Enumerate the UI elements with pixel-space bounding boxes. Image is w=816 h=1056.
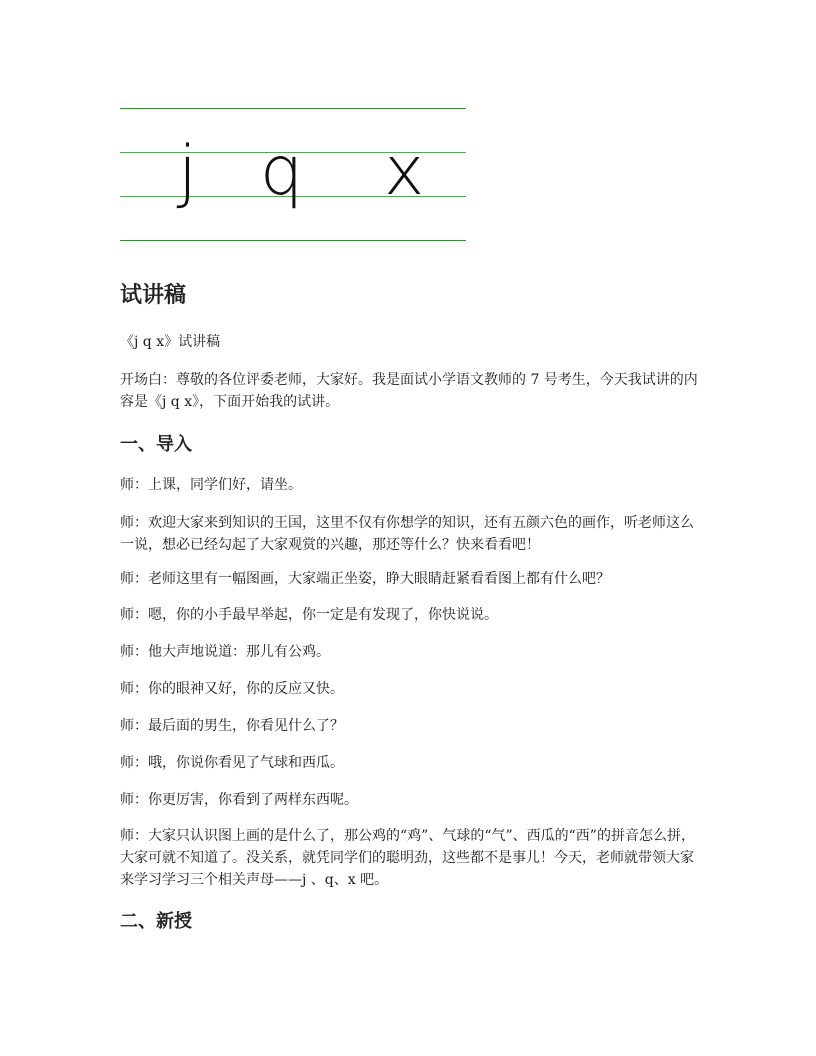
document-title: 试讲稿 (120, 283, 187, 308)
grid-line-top (120, 108, 466, 109)
dialogue-line: 师：最后面的男生，你看见什么了？ (120, 718, 344, 734)
dialogue-line: 师：你的眼神又好，你的反应又快。 (120, 681, 344, 697)
dialogue-line: 师：大家只认识图上画的是什么了，那公鸡的“鸡”、气球的“气”、西瓜的“西”的拼音怎么拼，大家可就不知道了。没关系，就凭同学们的聪明劲，这些都不是事儿！今天，老师就带领大家来学习学习三个相关声母——j 、q、x 吧。 (120, 828, 695, 888)
dialogue-line: 师：你更厉害，你看到了两样东西呢。 (120, 792, 358, 808)
pinyin-letter-x: x (384, 132, 425, 211)
dialogue-line: 师：上课，同学们好，请坐。 (120, 477, 302, 493)
dialogue-line: 师：嗯，你的小手最早举起，你一定是有发现了，你快说说。 (120, 607, 498, 623)
pinyin-four-line-grid (120, 100, 466, 246)
section-heading-intro: 一、导入 (120, 434, 192, 455)
grid-line-bottom (120, 240, 466, 241)
dialogue-line: 师：欢迎大家来到知识的王国，这里不仅有你想学的知识，还有五颜六色的画作，听老师这么一说，想必已经勾起了大家观赏的兴趣，那还等什么？快来看看吧！ (120, 515, 694, 553)
opening-paragraph: 开场白：尊敬的各位评委老师，大家好。我是面试小学语文教师的 7 号考生，今天我试讲的内容是《j q x》，下面开始我的试讲。 (120, 372, 698, 410)
section-heading-new-lesson: 二、新授 (120, 911, 192, 932)
document-subtitle: 《j q x》试讲稿 (120, 334, 221, 350)
dialogue-line: 师：老师这里有一幅图画，大家端正坐姿，睁大眼睛赶紧看看图上都有什么吧？ (120, 571, 610, 587)
dialogue-line: 师：哦，你说你看见了气球和西瓜。 (120, 755, 344, 771)
pinyin-letter-j: j (178, 132, 197, 211)
dialogue-line: 师：他大声地说道：那儿有公鸡。 (120, 644, 330, 660)
pinyin-letter-q: q (260, 132, 304, 211)
